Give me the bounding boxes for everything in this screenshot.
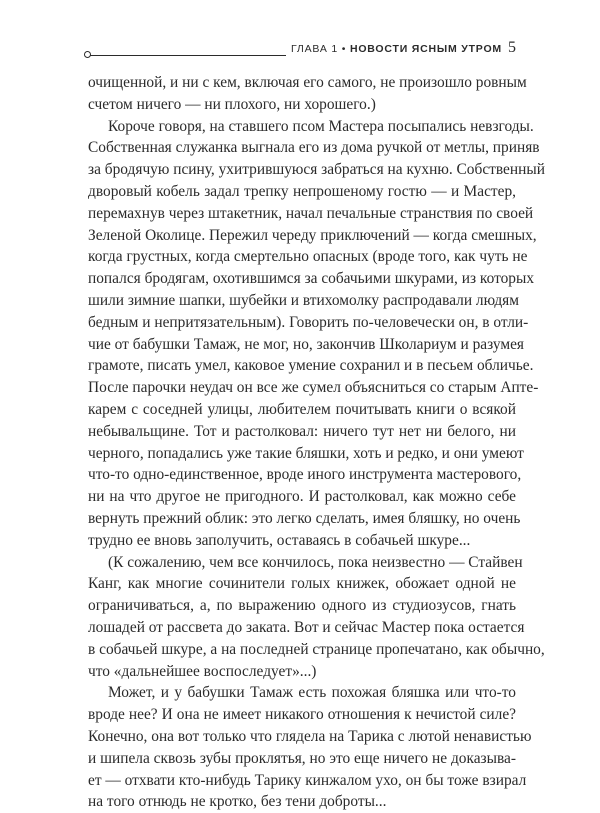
text-line: перемахнув через штакетник, начал печальные странствия по своей: [88, 204, 534, 222]
text-line: бедным и непритязательным). Говорить по-человечески он, в отли-: [88, 313, 529, 331]
text-line: (К сожалению, чем все кончилось, пока неизвестно — Стайвен: [108, 553, 523, 571]
text-line: ограничиваться, а, по выражению одного из студиозусов, гнать: [88, 597, 516, 615]
paragraph: [88, 552, 545, 683]
text-line: на того отнюдь не кротко, без тени доброты...: [88, 793, 387, 811]
text-line: попался бродягам, охотившимся за собачьими шкурами, из которых: [88, 270, 535, 288]
text-line: за бродячую псину, ухитрившуюся забраться на кухню. Собственный: [88, 161, 545, 179]
text-line: Может, и у бабушки Тамаж есть похожая бляшка или что-то: [108, 684, 516, 702]
text-line: Собственная служанка выгнала его из дома ручкой от метлы, приняв: [88, 139, 540, 157]
paragraph: [88, 682, 532, 813]
text-line: ет — отхвати кто-нибудь Тарику кинжалом ухо, он бы тоже взирал: [88, 771, 527, 789]
text-line: трудно ее вновь заполучить, оставаясь в собачьей шкуре...: [88, 531, 471, 549]
chapter-separator: •: [341, 43, 347, 55]
paragraph: [88, 72, 527, 116]
running-header: [88, 38, 516, 62]
text-line: очищенной, и ни с кем, включая его самого, не произошло ровным: [88, 74, 527, 91]
text-line: что «дальнейшее воспоследует»...): [88, 662, 317, 680]
text-line: лошадей от рассвета до заката. Вот и сейчас Мастер пока остается: [88, 618, 525, 636]
page-number: 5: [508, 39, 516, 56]
text-line: небывальщине. Тот и растолковал: ничего тут нет ни белого, ни: [88, 422, 516, 440]
running-head-text: [291, 43, 502, 55]
header-rule: [88, 55, 286, 56]
text-line: черного, попадались уже такие бляшки, хоть и редко, и они умеют: [88, 444, 524, 462]
text-line: что-то одно-единственное, вроде иного инструмента мастерового,: [88, 466, 522, 484]
text-line: Конечно, она вот только что глядела на Тарика с лютой ненавистью: [88, 727, 532, 745]
body-text: [88, 72, 545, 813]
text-line: и шипела сквозь зубы проклятья, но это еще ничего не доказыва-: [88, 749, 516, 767]
text-line: Короче говоря, на ставшего псом Мастера посыпались невзгоды.: [108, 117, 534, 135]
text-line: счетом ничего — ни плохого, ни хорошего.): [88, 95, 376, 113]
text-line: в собачьей шкуре, а на последней странице пропечатано, как обычно,: [88, 640, 545, 658]
text-line: дворовый кобель задал трепку непрошеному гостю — и Мастер,: [88, 182, 516, 200]
header-rule-dot: [84, 51, 91, 58]
text-line: Зеленой Околице. Пережил череду приключений — когда смешных,: [88, 226, 537, 244]
text-line: ни на что другое не пригодного. И растолковал, как можно себе: [88, 488, 516, 506]
text-line: вроде нее? И она не имеет никакого отношения к нечистой силе?: [88, 706, 516, 724]
text-line: грамоте, писать умел, каковое умение сохранил и в песьем обличье.: [88, 357, 534, 375]
chapter-label: ГЛАВА 1: [291, 43, 339, 55]
paragraph: [88, 116, 545, 552]
text-line: Канг, как многие сочинители голых книжек, обожает одной не: [88, 575, 516, 593]
text-line: вернуть прежний облик: это легко сделать, имея бляшку, но очень: [88, 509, 521, 527]
text-line: шили зимние шапки, шубейки и втихомолку распродавали людям: [88, 291, 519, 309]
chapter-title: НОВОСТИ ЯСНЫМ УТРОМ: [349, 43, 502, 55]
text-line: чие от бабушки Тамаж, не мог, но, закончив Школариум и разумея: [88, 335, 524, 353]
text-line: карем с соседней улицы, любителем почитывать книги о всякой: [88, 400, 516, 418]
text-line: После парочки неудач он все же сумел объясниться со старым Апте-: [88, 379, 539, 397]
text-line: когда грустных, когда смертельно опасных (вроде того, как чуть не: [88, 248, 528, 266]
